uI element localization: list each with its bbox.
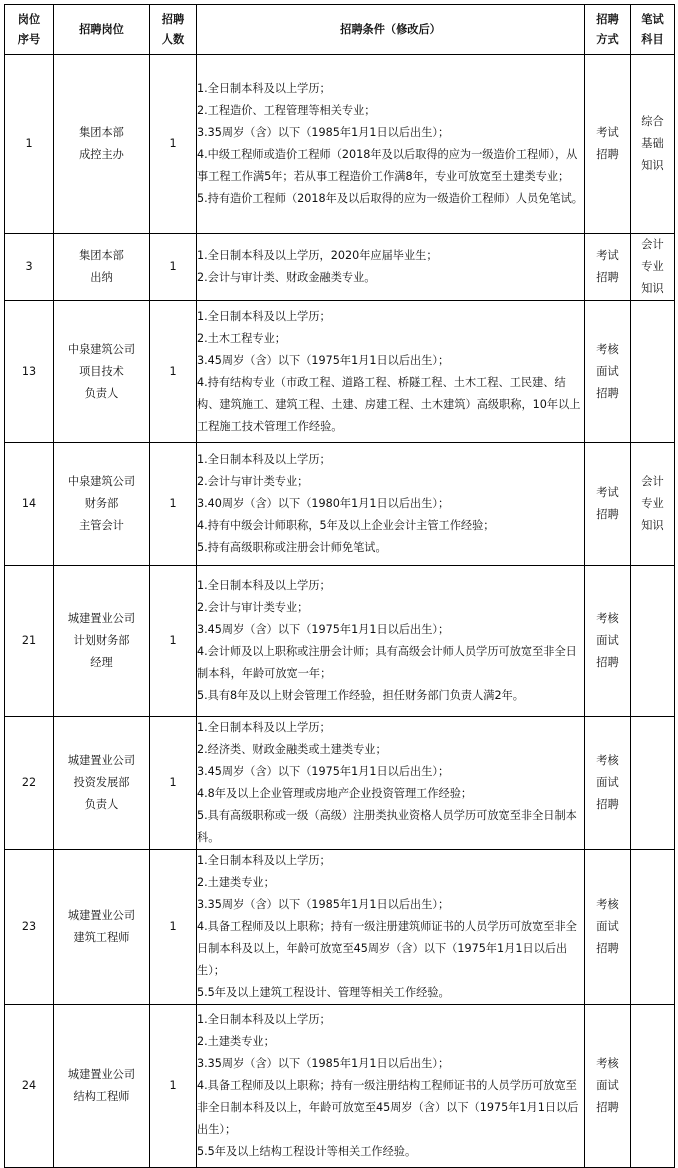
header-count: 招聘 人数 [150, 5, 197, 55]
condition-item: 2.土建类专业； [197, 1035, 275, 1048]
cell-count: 1 [150, 301, 197, 443]
cell-position [54, 301, 150, 443]
cell-method [585, 301, 631, 443]
table-row [5, 850, 675, 1005]
method-line: 招聘 [596, 1101, 619, 1114]
header-seq: 岗位 序号 [5, 5, 54, 55]
exam-line: 会计 [641, 238, 664, 251]
exam-line: 会计 [641, 475, 664, 488]
method-line: 招聘 [596, 798, 619, 811]
cell-conditions [197, 234, 585, 301]
method-line: 考试 [596, 249, 619, 262]
position-line: 项目技术 [79, 364, 124, 378]
table-row [5, 1005, 675, 1168]
position-line: 城建置业公司 [67, 612, 136, 625]
exam-line: 知识 [641, 282, 664, 295]
cell-exam [631, 566, 675, 717]
cell-count: 1 [150, 717, 197, 850]
cell-position [54, 850, 150, 1005]
position-line: 主管会计 [79, 519, 124, 532]
position-line: 出纳 [90, 271, 113, 284]
method-line: 面试 [596, 776, 619, 789]
condition-item: 1.全日制本科及以上学历； [197, 309, 331, 323]
cell-conditions [197, 301, 585, 443]
cell-seq: 22 [5, 717, 54, 850]
condition-item: 2.经济类、财政金融类或土建类专业； [197, 743, 387, 756]
cell-position [54, 566, 150, 717]
condition-item: 3.45周岁（含）以下（1975年1月1日以后出生）； [197, 353, 450, 367]
condition-item: 3.35周岁（含）以下（1985年1月1日以后出生）； [197, 898, 450, 911]
method-line: 考核 [596, 342, 619, 356]
cell-position [54, 234, 150, 301]
cell-count: 1 [150, 850, 197, 1005]
condition-item: 4.具备工程师及以上职称；持有一级注册建筑师证书的人员学历可放宽至非全日制本科及以上，年龄可放宽至45周岁（含）以下（1975年1月1日以后出生）； [197, 920, 577, 977]
cell-method [585, 717, 631, 850]
condition-item: 5.持有造价工程师（2018年及以后取得的应为一级造价工程师）人员免笔试。 [197, 192, 583, 205]
condition-item: 2.会计与审计类专业； [197, 475, 309, 488]
condition-item: 4.会计师及以上职称或注册会计师；具有高级会计师人员学历可放宽至非全日制本科，年龄可放宽一年； [197, 645, 577, 680]
condition-item: 1.全日制本科及以上学历； [197, 854, 331, 867]
position-line: 结构工程师 [73, 1090, 130, 1103]
condition-item: 2.土木工程专业； [197, 331, 286, 345]
table-row [5, 443, 675, 566]
cell-count: 1 [150, 234, 197, 301]
condition-item: 1.全日制本科及以上学历； [197, 1013, 331, 1026]
cell-exam [631, 443, 675, 566]
exam-line: 知识 [641, 159, 664, 172]
condition-item: 4.中级工程师或造价工程师（2018年及以后取得的应为一级造价工程师），从事工程工作满5年；若从事工程造价工作满8年，专业可放宽至土建类专业； [197, 148, 578, 183]
method-line: 考核 [596, 612, 619, 625]
cell-position [54, 717, 150, 850]
position-line: 建筑工程师 [73, 931, 130, 944]
cell-count: 1 [150, 1005, 197, 1168]
condition-item: 5.具有8年及以上财会管理工作经验，担任财务部门负责人满2年。 [197, 689, 524, 702]
condition-item: 3.35周岁（含）以下（1985年1月1日以后出生）； [197, 1057, 450, 1070]
cell-count: 1 [150, 566, 197, 717]
condition-item: 4.8年及以上企业管理或房地产企业投资管理工作经验； [197, 787, 473, 800]
exam-line: 专业 [641, 497, 664, 510]
cell-conditions [197, 443, 585, 566]
cell-method [585, 850, 631, 1005]
cell-exam [631, 234, 675, 301]
cell-method [585, 566, 631, 717]
condition-item: 3.35周岁（含）以下（1985年1月1日以后出生）； [197, 126, 450, 139]
condition-item: 1.全日制本科及以上学历； [197, 579, 331, 592]
position-line: 负责人 [84, 798, 119, 811]
cell-seq: 14 [5, 443, 54, 566]
cell-conditions [197, 566, 585, 717]
method-line: 招聘 [596, 942, 619, 955]
cell-exam [631, 55, 675, 234]
position-line: 经理 [90, 656, 113, 669]
condition-item: 4.具备工程师及以上职称；持有一级注册结构工程师证书的人员学历可放宽至非全日制本科及以上，年龄可放宽至45周岁（含）以下（1975年1月1日以后出生）； [197, 1079, 579, 1136]
method-line: 面试 [596, 364, 619, 378]
cell-count: 1 [150, 55, 197, 234]
condition-item: 2.土建类专业； [197, 876, 275, 889]
position-line: 中泉建筑公司 [67, 475, 136, 488]
cell-seq: 21 [5, 566, 54, 717]
method-line: 面试 [596, 634, 619, 647]
method-line: 考试 [596, 126, 619, 139]
condition-item: 5.5年及以上建筑工程设计、管理等相关工作经验。 [197, 986, 450, 999]
cell-position [54, 55, 150, 234]
method-line: 考核 [596, 754, 619, 767]
header-conditions: 招聘条件（修改后） [197, 5, 585, 55]
condition-item: 3.40周岁（含）以下（1980年1月1日以后出生）； [197, 497, 450, 510]
condition-item: 4.持有结构专业（市政工程、道路工程、桥隧工程、土木工程、工民建、结构、建筑施工、建筑工程、土建、房建工程、土木建筑）高级职称，10年以上工程施工技术管理工作经验。 [197, 375, 581, 433]
position-line: 计划财务部 [73, 634, 130, 647]
cell-method [585, 1005, 631, 1168]
position-line: 负责人 [84, 386, 119, 400]
header-position: 招聘岗位 [54, 5, 150, 55]
method-line: 招聘 [596, 386, 619, 400]
recruitment-table [4, 4, 675, 1168]
exam-line: 专业 [641, 260, 664, 273]
position-line: 城建置业公司 [67, 1068, 136, 1081]
cell-conditions [197, 55, 585, 234]
cell-exam [631, 850, 675, 1005]
cell-conditions [197, 717, 585, 850]
cell-seq: 3 [5, 234, 54, 301]
condition-item: 1.全日制本科及以上学历； [197, 721, 331, 734]
cell-position [54, 443, 150, 566]
table-row [5, 234, 675, 301]
condition-item: 2.会计与审计类、财政金融类专业。 [197, 271, 376, 284]
position-line: 城建置业公司 [67, 754, 136, 767]
condition-item: 2.会计与审计类专业； [197, 601, 309, 614]
table-row [5, 55, 675, 234]
method-line: 招聘 [596, 271, 619, 284]
cell-position [54, 1005, 150, 1168]
table-row [5, 566, 675, 717]
cell-exam [631, 717, 675, 850]
cell-exam [631, 301, 675, 443]
header-method: 招聘 方式 [585, 5, 631, 55]
cell-method [585, 443, 631, 566]
method-line: 考试 [596, 486, 619, 499]
position-line: 城建置业公司 [67, 909, 136, 922]
header-row [5, 5, 675, 55]
condition-item: 5.持有高级职称或注册会计师免笔试。 [197, 541, 387, 554]
position-line: 集团本部 [79, 249, 124, 262]
condition-item: 3.45周岁（含）以下（1975年1月1日以后出生）； [197, 623, 450, 636]
header-exam: 笔试 科目 [631, 5, 675, 55]
table-row [5, 717, 675, 850]
condition-item: 1.全日制本科及以上学历； [197, 453, 331, 466]
table-row [5, 301, 675, 443]
method-line: 考核 [596, 898, 619, 911]
position-line: 中泉建筑公司 [67, 342, 136, 356]
exam-line: 综合 [641, 115, 664, 128]
cell-count: 1 [150, 443, 197, 566]
method-line: 招聘 [596, 148, 619, 161]
method-line: 面试 [596, 1079, 619, 1092]
cell-conditions [197, 850, 585, 1005]
cell-method [585, 234, 631, 301]
condition-item: 1.全日制本科及以上学历，2020年应届毕业生； [197, 249, 438, 262]
cell-method [585, 55, 631, 234]
condition-item: 1.全日制本科及以上学历； [197, 82, 331, 95]
position-line: 投资发展部 [73, 776, 130, 789]
method-line: 招聘 [596, 508, 619, 521]
cell-seq: 1 [5, 55, 54, 234]
position-line: 集团本部 [79, 126, 124, 139]
exam-line: 基础 [641, 137, 664, 150]
condition-item: 3.45周岁（含）以下（1975年1月1日以后出生）； [197, 765, 450, 778]
condition-item: 4.持有中级会计师职称，5年及以上企业会计主管工作经验； [197, 519, 495, 532]
cell-seq: 24 [5, 1005, 54, 1168]
exam-line: 知识 [641, 519, 664, 532]
method-line: 招聘 [596, 656, 619, 669]
condition-item: 5.具有高级职称或一级（高级）注册类执业资格人员学历可放宽至非全日制本科。 [197, 809, 577, 844]
cell-seq: 23 [5, 850, 54, 1005]
cell-exam [631, 1005, 675, 1168]
table-body [5, 55, 675, 1168]
position-line: 成控主办 [79, 148, 124, 161]
method-line: 考核 [596, 1057, 619, 1070]
method-line: 面试 [596, 920, 619, 933]
condition-item: 2.工程造价、工程管理等相关专业； [197, 104, 376, 117]
condition-item: 5.5年及以上结构工程设计等相关工作经验。 [197, 1145, 417, 1158]
cell-conditions [197, 1005, 585, 1168]
position-line: 财务部 [84, 497, 119, 510]
cell-seq: 13 [5, 301, 54, 443]
